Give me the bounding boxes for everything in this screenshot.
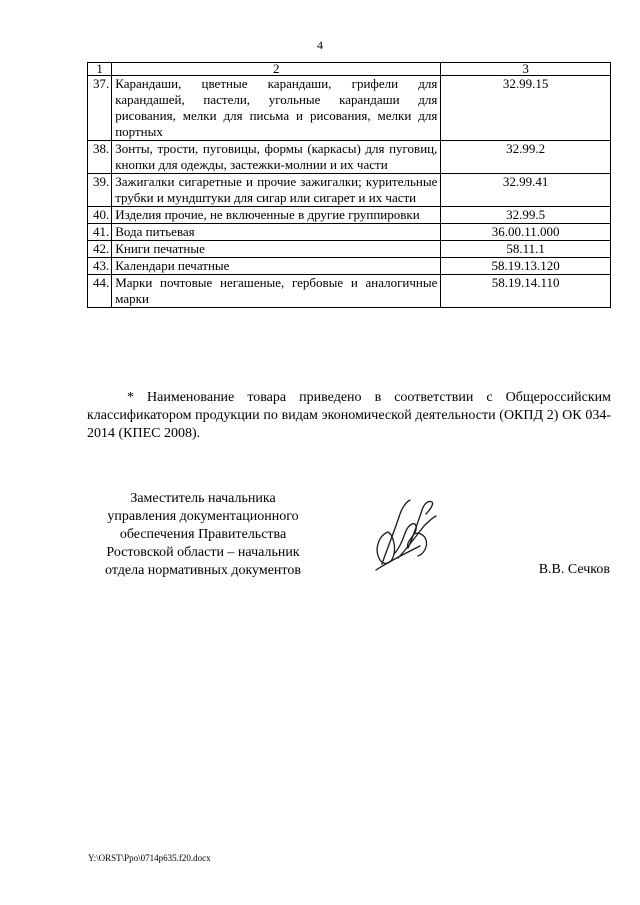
position-line: Ростовской области – начальник xyxy=(106,545,300,560)
table-row xyxy=(88,207,611,224)
table-header-cell: 1 xyxy=(88,63,112,76)
table-header-cell: 3 xyxy=(441,63,611,76)
row-number: 43. xyxy=(88,258,112,275)
row-number: 38. xyxy=(88,141,112,174)
page-number: 4 xyxy=(317,38,323,52)
position-line: обеспечения Правительства xyxy=(119,527,287,542)
product-name: Изделия прочие, не включенные в другие группировки xyxy=(112,207,441,224)
product-name: Зажигалки сигаретные и прочие зажигалки; курительные трубки и мундштуки для сигар или сигарет и их части xyxy=(112,174,441,207)
table-row xyxy=(88,76,611,141)
row-number: 44. xyxy=(88,275,112,308)
row-number: 37. xyxy=(88,76,112,141)
goods-table xyxy=(87,62,611,308)
signer-name: В.В. Сечков xyxy=(538,562,610,577)
position-line: управления документационного xyxy=(107,509,299,524)
product-name: Календари печатные xyxy=(112,258,441,275)
table-row xyxy=(88,258,611,275)
row-number: 40. xyxy=(88,207,112,224)
table-row xyxy=(88,275,611,308)
okpd-code: 36.00.11.000 xyxy=(441,224,611,241)
okpd-code: 32.99.41 xyxy=(441,174,611,207)
table-header-row xyxy=(88,63,611,76)
product-name: Вода питьевая xyxy=(112,224,441,241)
footnote: * Наименование товара приведено в соответствии с Общероссийским классификатором продукции по видам экономической деятельности (ОКПД 2) ОК 034-2014 (КПЕС 2008). xyxy=(87,390,611,441)
okpd-code: 58.19.14.110 xyxy=(441,275,611,308)
row-number: 41. xyxy=(88,224,112,241)
table-row xyxy=(88,224,611,241)
okpd-code: 32.99.5 xyxy=(441,207,611,224)
position-line: Заместитель начальника xyxy=(130,491,276,506)
row-number: 42. xyxy=(88,241,112,258)
table-row xyxy=(88,241,611,258)
product-name: Книги печатные xyxy=(112,241,441,258)
file-path: Y:\ORST\Ppo\0714p635.f20.docx xyxy=(88,853,211,863)
table-row xyxy=(88,174,611,207)
okpd-code: 58.11.1 xyxy=(441,241,611,258)
product-name: Зонты, трости, пуговицы, формы (каркасы) для пуговиц, кнопки для одежды, застежки-молнии и их части xyxy=(112,141,441,174)
table-header-cell: 2 xyxy=(112,63,441,76)
position-line: отдела нормативных документов xyxy=(105,563,301,578)
signatory-position xyxy=(88,490,318,580)
row-number: 39. xyxy=(88,174,112,207)
okpd-code: 58.19.13.120 xyxy=(441,258,611,275)
product-name: Карандаши, цветные карандаши, грифели для карандашей, пастели, угольные карандаши для рисования, мелки для письма и рисования, мелки для портных xyxy=(112,76,441,141)
okpd-code: 32.99.15 xyxy=(441,76,611,141)
product-name: Марки почтовые негашеные, гербовые и аналогичные марки xyxy=(112,275,441,308)
handwritten-signature-icon xyxy=(368,492,440,574)
table-row xyxy=(88,141,611,174)
okpd-code: 32.99.2 xyxy=(441,141,611,174)
